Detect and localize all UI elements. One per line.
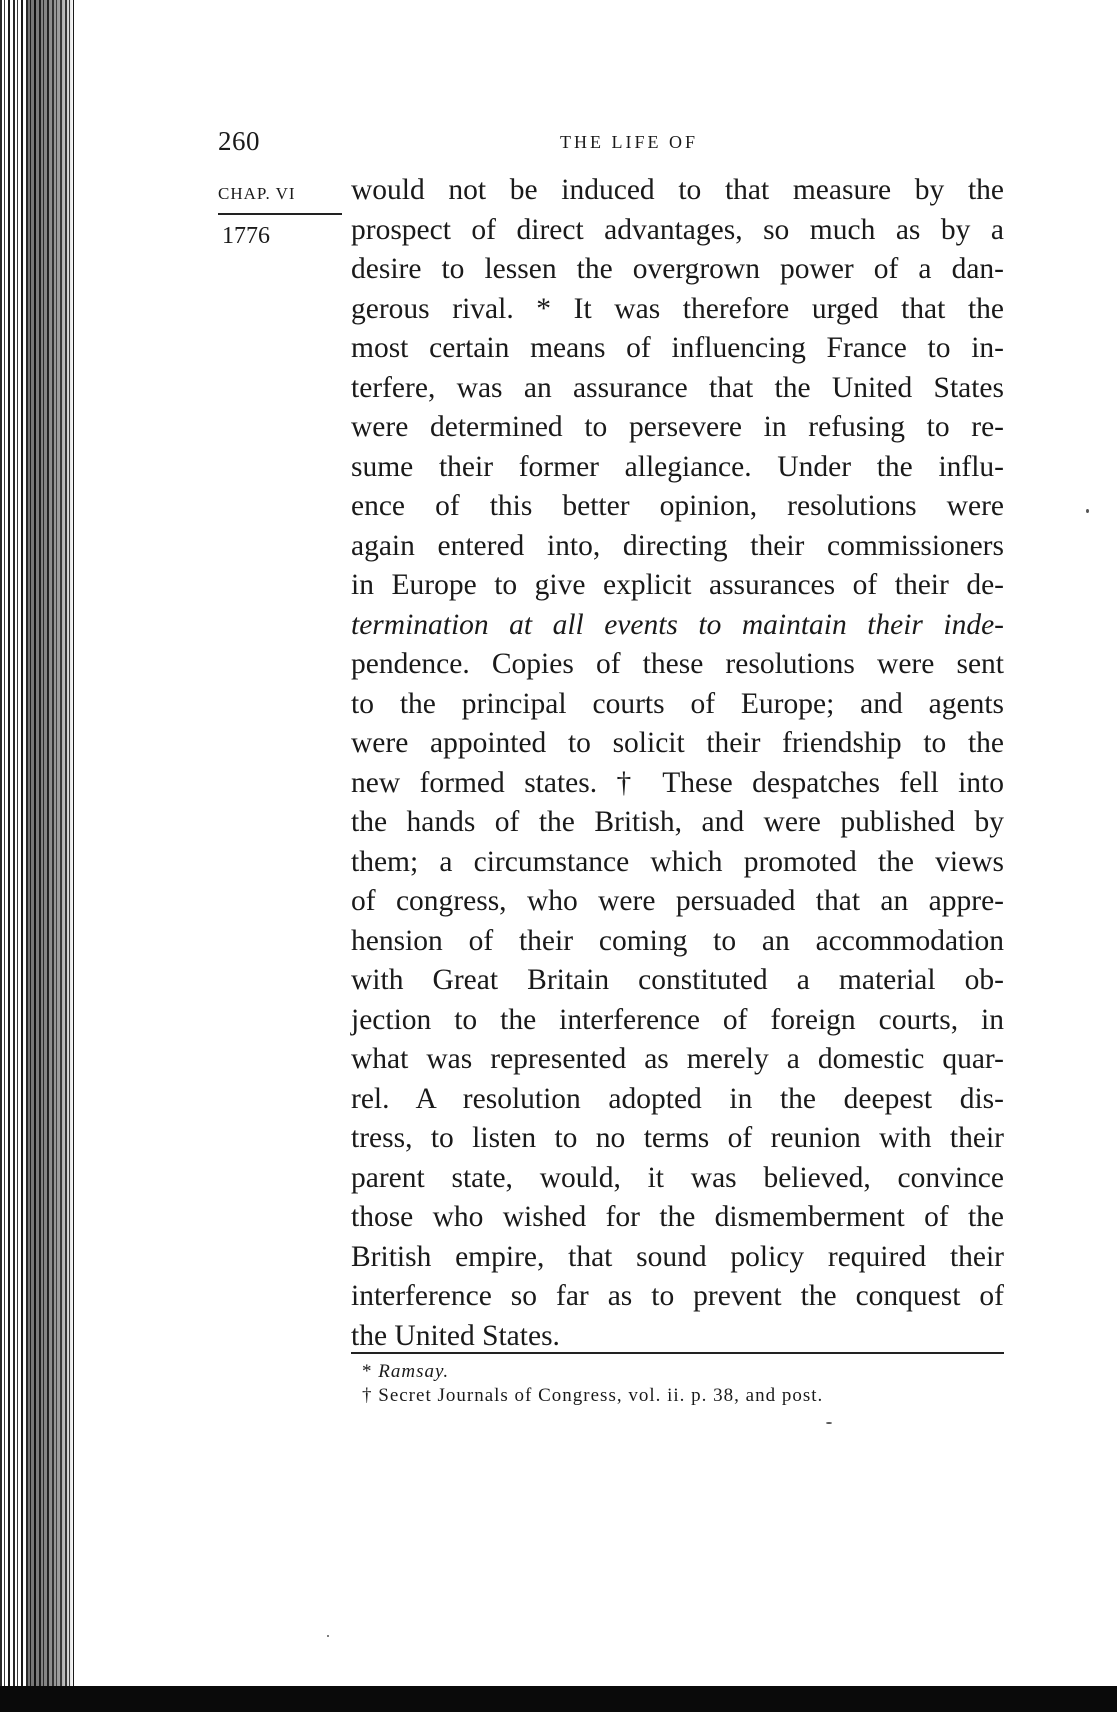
body-line: terfere, was an assurance that the United States	[351, 371, 1004, 404]
body-line: hension of their coming to an accommodation	[351, 924, 1004, 957]
footnote-text: Secret Journals of Congress, vol. ii. p. 38, and post.	[378, 1385, 824, 1406]
body-line: parent state, would, it was believed, convince	[351, 1161, 1004, 1194]
body-line: the hands of the British, and were published by	[351, 806, 1004, 838]
body-line: British empire, that sound policy required their	[351, 1240, 1004, 1273]
body-line: what was represented as merely a domestic quar-	[351, 1043, 1004, 1075]
scan-speck	[327, 1635, 329, 1637]
footnote-rule	[351, 1352, 1004, 1354]
scan-speck	[1086, 509, 1089, 513]
chapter-margin-note: CHAP. VI	[218, 184, 296, 203]
body-line: were determined to persevere in refusing to re-	[351, 411, 1004, 443]
page-number: 260	[218, 126, 260, 156]
body-line: prospect of direct advantages, so much as by a	[351, 213, 1004, 246]
year-margin-note: 1776	[222, 223, 270, 249]
body-line: again entered into, directing their commissioners	[351, 529, 1004, 562]
body-line: most certain means of influencing France to in-	[351, 332, 1004, 364]
footnote-text: Ramsay.	[378, 1361, 450, 1382]
body-line: rel. A resolution adopted in the deepest dis-	[351, 1082, 1004, 1115]
binding-shadow	[28, 0, 74, 1712]
body-line: ence of this better opinion, resolutions were	[351, 490, 1004, 522]
body-line: pendence. Copies of these resolutions were sent	[351, 648, 1004, 680]
body-line: of congress, who were persuaded that an appre-	[351, 885, 1004, 917]
footnote-marker: †	[362, 1385, 379, 1406]
margin-rule	[218, 213, 342, 215]
body-line: them; a circumstance which promoted the views	[351, 845, 1004, 878]
body-line: termination at all events to maintain their inde-	[351, 608, 1004, 641]
body-line: interference so far as to prevent the conquest of	[351, 1280, 1004, 1312]
body-line: sume their former allegiance. Under the influ-	[351, 450, 1004, 483]
body-line: tress, to listen to no terms of reunion with their	[351, 1122, 1004, 1154]
body-line: new formed states. † These despatches fell into	[351, 766, 1004, 799]
footnote	[362, 1384, 1002, 1408]
body-line: were appointed to solicit their friendship to the	[351, 727, 1004, 759]
body-text	[351, 171, 1004, 1356]
scan-speck	[826, 1422, 832, 1424]
body-line: gerous rival. * It was therefore urged that the	[351, 292, 1004, 325]
body-line: in Europe to give explicit assurances of their de-	[351, 569, 1004, 601]
body-line: with Great Britain constituted a material ob-	[351, 964, 1004, 996]
body-line: to the principal courts of Europe; and agents	[351, 687, 1004, 720]
body-line: the United States.	[351, 1319, 560, 1352]
footnote-marker: *	[362, 1361, 379, 1382]
running-title: THE LIFE OF	[560, 132, 698, 152]
body-line: would not be induced to that measure by the	[351, 174, 1004, 206]
footnote	[362, 1360, 1002, 1384]
body-line: those who wished for the dismemberment of the	[351, 1201, 1004, 1233]
body-line: desire to lessen the overgrown power of a dan-	[351, 253, 1004, 285]
bottom-scan-edge	[0, 1686, 1117, 1712]
footnotes	[362, 1360, 1002, 1408]
body-line: jection to the interference of foreign courts, in	[351, 1003, 1004, 1036]
